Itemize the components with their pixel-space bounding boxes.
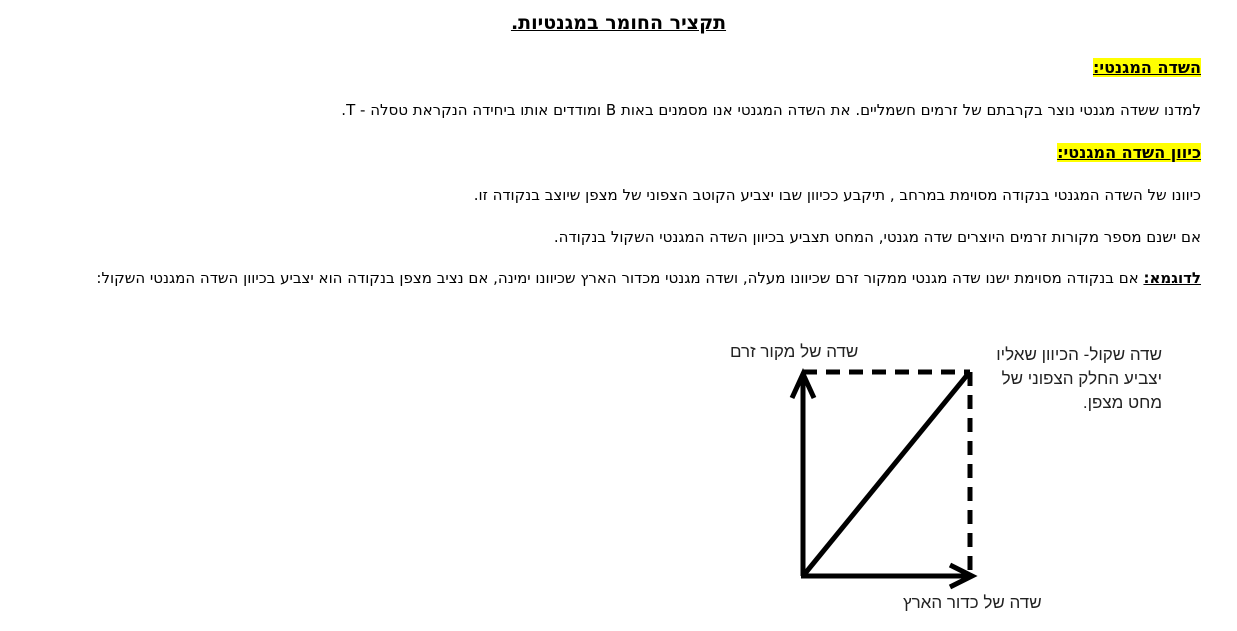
paragraph-multiple-sources: אם ישנם מספר מקורות זרמים היוצרים שדה מגנטי, המחט תצביע בכיוון השדה המגנטי השקול בנקודה.: [553, 228, 1201, 246]
document-title: תקציר החומר במגנטיות.: [510, 12, 727, 34]
highlighted-heading-text: כיוון השדה המגנטי:: [1057, 143, 1201, 162]
resultant-label-line-1: שדה שקול- הכיוון שאליו: [996, 345, 1162, 364]
section-heading-field-direction: [1057, 143, 1201, 162]
highlighted-heading-text: השדה המגנטי:: [1092, 58, 1201, 77]
section-heading-magnetic-field: [1093, 58, 1201, 77]
paragraph-example: [36, 266, 1201, 290]
paragraph-field-direction: כיוונו של השדה המגנטי בנקודה מסוימת במרחב , תיקבע ככיוון שבו יצביע הקוטב הצפוני של מצפן שיוצב בנקודה זו.: [473, 186, 1201, 204]
vector-sum-diagram: [700, 330, 1200, 627]
example-lead: לדוגמא:: [1143, 269, 1201, 287]
resultant-vector: [803, 374, 968, 576]
resultant-label-line-2: יצביע החלק הצפוני של: [1001, 369, 1162, 388]
example-text: אם בנקודה מסוימת ישנו שדה מגנטי ממקור זרם שכיוונו מעלה, ושדה מגנטי מכדור הארץ שכיוונו ימינה, אם נציב מצפן בנקודה הוא יצביע בכיוון השדה המגנטי השקול:: [96, 269, 1144, 287]
label-resultant-field: [962, 343, 1162, 415]
resultant-label-line-3: מחט מצפן.: [1082, 393, 1162, 412]
label-earth-field: שדה של כדור הארץ: [903, 593, 1042, 612]
paragraph-magnetic-field-definition: למדנו ששדה מגנטי נוצר בקרבתם של זרמים חשמליים. את השדה המגנטי אנו מסמנים באות B ומודדים אותו ביחידה הנקראת טסלה - T.: [341, 101, 1201, 119]
label-current-source-field: שדה של מקור זרם: [730, 342, 859, 361]
